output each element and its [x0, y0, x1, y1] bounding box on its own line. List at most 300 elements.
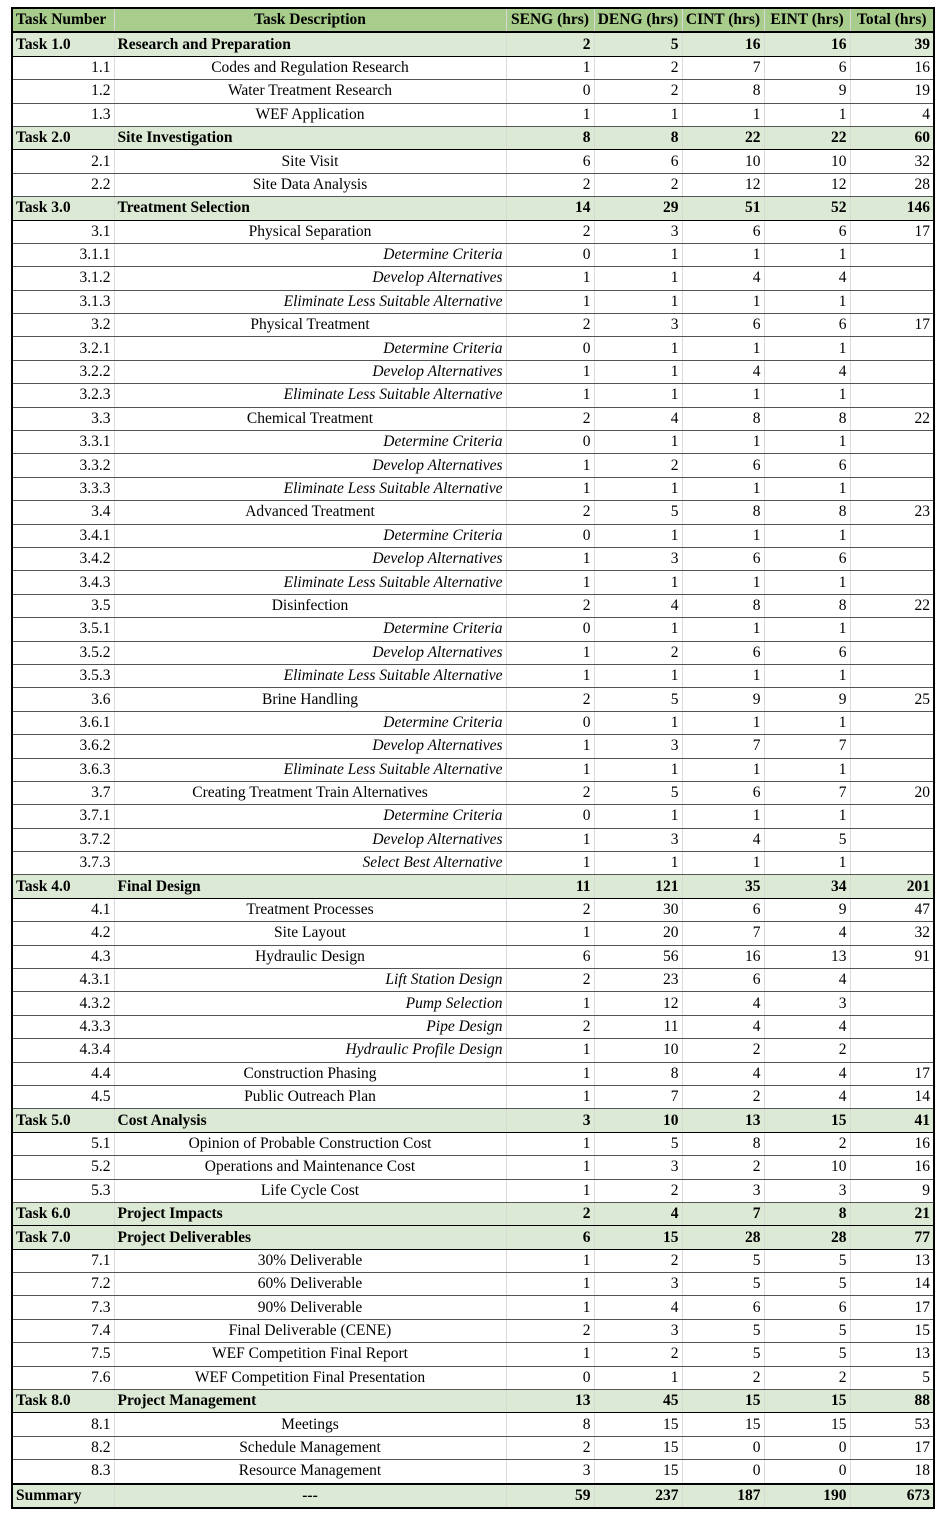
- cint-hours-cell: 7: [682, 735, 764, 758]
- deng-hours-cell: 15: [594, 1436, 682, 1459]
- cint-hours-cell: 16: [682, 32, 764, 56]
- seng-hours-cell: 6: [506, 1226, 594, 1249]
- task-description-cell: WEF Application: [114, 103, 506, 126]
- deng-hours-cell: 20: [594, 922, 682, 945]
- deng-hours-cell: 2: [594, 1179, 682, 1202]
- subtask-row: [12, 1460, 934, 1484]
- task-number-cell: 3.7: [12, 781, 114, 804]
- task-number-cell: 8.1: [12, 1413, 114, 1436]
- task-description-cell: Meetings: [114, 1413, 506, 1436]
- subtask-row: [12, 1319, 934, 1342]
- task-number-cell: 3.3: [12, 407, 114, 430]
- task-description-cell: 90% Deliverable: [114, 1296, 506, 1319]
- eint-hours-cell: 15: [764, 1109, 850, 1132]
- deng-hours-cell: 10: [594, 1039, 682, 1062]
- cint-hours-cell: 1: [682, 290, 764, 313]
- cint-hours-cell: 13: [682, 1109, 764, 1132]
- task-description-cell: Final Design: [114, 875, 506, 898]
- cint-hours-cell: 8: [682, 501, 764, 524]
- task-row: [12, 1202, 934, 1225]
- subtask-row: [12, 56, 934, 79]
- total-hours-cell: 53: [850, 1413, 934, 1436]
- task-number-cell: 7.6: [12, 1366, 114, 1389]
- seng-hours-cell: 2: [506, 501, 594, 524]
- total-hours-cell: [850, 805, 934, 828]
- sub-subtask-row: [12, 337, 934, 360]
- eint-hours-cell: 5: [764, 1319, 850, 1342]
- task-number-cell: 1.2: [12, 80, 114, 103]
- total-hours-cell: 5: [850, 1366, 934, 1389]
- seng-hours-cell: 2: [506, 688, 594, 711]
- deng-hours-cell: 1: [594, 524, 682, 547]
- cint-hours-cell: 1: [682, 852, 764, 875]
- eint-hours-cell: 1: [764, 431, 850, 454]
- eint-hours-cell: 4: [764, 1085, 850, 1108]
- task-number-cell: 3.3.3: [12, 477, 114, 500]
- task-number-cell: 3.6: [12, 688, 114, 711]
- seng-hours-cell: 1: [506, 1343, 594, 1366]
- total-hours-cell: 20: [850, 781, 934, 804]
- eint-hours-cell: 6: [764, 56, 850, 79]
- cint-hours-cell: 1: [682, 711, 764, 734]
- seng-hours-cell: 0: [506, 80, 594, 103]
- deng-hours-cell: 4: [594, 1296, 682, 1319]
- cint-hours-cell: 3: [682, 1179, 764, 1202]
- deng-hours-cell: 5: [594, 688, 682, 711]
- eint-hours-cell: 5: [764, 1343, 850, 1366]
- eint-hours-cell: 1: [764, 852, 850, 875]
- sub-subtask-row: [12, 267, 934, 290]
- total-hours-cell: [850, 852, 934, 875]
- deng-hours-cell: 3: [594, 314, 682, 337]
- seng-hours-cell: 2: [506, 173, 594, 196]
- task-number-cell: Task 1.0: [12, 32, 114, 56]
- seng-hours-cell: 59: [506, 1484, 594, 1508]
- task-description-cell: Hydraulic Design: [114, 945, 506, 968]
- total-hours-cell: [850, 641, 934, 664]
- eint-hours-cell: 7: [764, 735, 850, 758]
- deng-hours-cell: 3: [594, 1273, 682, 1296]
- task-number-cell: 3.4.3: [12, 571, 114, 594]
- sub-subtask-row: [12, 384, 934, 407]
- deng-hours-cell: 1: [594, 1366, 682, 1389]
- cint-hours-cell: 1: [682, 571, 764, 594]
- seng-hours-cell: 2: [506, 407, 594, 430]
- sub-subtask-row: [12, 290, 934, 313]
- eint-hours-cell: 6: [764, 454, 850, 477]
- task-description-cell: Determine Criteria: [114, 337, 506, 360]
- cint-hours-cell: 8: [682, 80, 764, 103]
- task-row: [12, 32, 934, 56]
- deng-hours-cell: 1: [594, 360, 682, 383]
- cint-hours-cell: 4: [682, 360, 764, 383]
- total-hours-cell: [850, 711, 934, 734]
- total-hours-cell: 146: [850, 197, 934, 220]
- task-description-cell: Eliminate Less Suitable Alternative: [114, 664, 506, 687]
- sub-subtask-row: [12, 758, 934, 781]
- total-hours-cell: 18: [850, 1460, 934, 1484]
- task-number-cell: Task 8.0: [12, 1390, 114, 1413]
- hours-table-container: [11, 7, 933, 1509]
- seng-hours-cell: 1: [506, 852, 594, 875]
- sub-subtask-row: [12, 571, 934, 594]
- eint-hours-cell: 1: [764, 524, 850, 547]
- sub-subtask-row: [12, 641, 934, 664]
- subtask-row: [12, 173, 934, 196]
- task-description-cell: Brine Handling: [114, 688, 506, 711]
- task-description-cell: Eliminate Less Suitable Alternative: [114, 571, 506, 594]
- total-hours-cell: [850, 243, 934, 266]
- header-task-description: Task Description: [114, 8, 506, 32]
- eint-hours-cell: 52: [764, 197, 850, 220]
- task-number-cell: 1.3: [12, 103, 114, 126]
- deng-hours-cell: 8: [594, 126, 682, 149]
- total-hours-cell: [850, 992, 934, 1015]
- eint-hours-cell: 13: [764, 945, 850, 968]
- total-hours-cell: [850, 431, 934, 454]
- seng-hours-cell: 2: [506, 594, 594, 617]
- seng-hours-cell: 1: [506, 641, 594, 664]
- task-number-cell: 3.3.1: [12, 431, 114, 454]
- task-description-cell: Treatment Selection: [114, 197, 506, 220]
- deng-hours-cell: 3: [594, 220, 682, 243]
- task-number-cell: 8.3: [12, 1460, 114, 1484]
- cint-hours-cell: 5: [682, 1249, 764, 1272]
- sub-subtask-row: [12, 618, 934, 641]
- task-number-cell: Task 6.0: [12, 1202, 114, 1225]
- task-description-cell: Opinion of Probable Construction Cost: [114, 1132, 506, 1155]
- task-number-cell: 3.3.2: [12, 454, 114, 477]
- task-number-cell: Task 2.0: [12, 126, 114, 149]
- seng-hours-cell: 1: [506, 267, 594, 290]
- total-hours-cell: [850, 524, 934, 547]
- deng-hours-cell: 2: [594, 454, 682, 477]
- task-description-cell: Codes and Regulation Research: [114, 56, 506, 79]
- deng-hours-cell: 1: [594, 384, 682, 407]
- seng-hours-cell: 0: [506, 524, 594, 547]
- seng-hours-cell: 0: [506, 618, 594, 641]
- seng-hours-cell: 1: [506, 454, 594, 477]
- eint-hours-cell: 8: [764, 594, 850, 617]
- deng-hours-cell: 3: [594, 735, 682, 758]
- cint-hours-cell: 35: [682, 875, 764, 898]
- deng-hours-cell: 1: [594, 618, 682, 641]
- task-description-cell: Develop Alternatives: [114, 828, 506, 851]
- total-hours-cell: 201: [850, 875, 934, 898]
- seng-hours-cell: 2: [506, 1202, 594, 1225]
- deng-hours-cell: 2: [594, 56, 682, 79]
- task-description-cell: WEF Competition Final Report: [114, 1343, 506, 1366]
- task-number-cell: Task 4.0: [12, 875, 114, 898]
- eint-hours-cell: 9: [764, 898, 850, 921]
- task-description-cell: Project Impacts: [114, 1202, 506, 1225]
- cint-hours-cell: 6: [682, 314, 764, 337]
- task-description-cell: Determine Criteria: [114, 524, 506, 547]
- seng-hours-cell: 1: [506, 56, 594, 79]
- task-number-cell: 3.1.2: [12, 267, 114, 290]
- total-hours-cell: [850, 454, 934, 477]
- task-row: [12, 1109, 934, 1132]
- cint-hours-cell: 4: [682, 267, 764, 290]
- task-description-cell: Treatment Processes: [114, 898, 506, 921]
- deng-hours-cell: 2: [594, 1343, 682, 1366]
- task-description-cell: Final Deliverable (CENE): [114, 1319, 506, 1342]
- deng-hours-cell: 2: [594, 641, 682, 664]
- deng-hours-cell: 3: [594, 828, 682, 851]
- eint-hours-cell: 5: [764, 828, 850, 851]
- seng-hours-cell: 1: [506, 103, 594, 126]
- eint-hours-cell: 6: [764, 547, 850, 570]
- task-description-cell: Resource Management: [114, 1460, 506, 1484]
- task-description-cell: Public Outreach Plan: [114, 1085, 506, 1108]
- total-hours-cell: 32: [850, 150, 934, 173]
- task-number-cell: 3.1.3: [12, 290, 114, 313]
- eint-hours-cell: 8: [764, 407, 850, 430]
- eint-hours-cell: 4: [764, 360, 850, 383]
- deng-hours-cell: 29: [594, 197, 682, 220]
- table-body: [12, 32, 934, 1508]
- subtask-row: [12, 1179, 934, 1202]
- deng-hours-cell: 4: [594, 594, 682, 617]
- task-number-cell: 3.5.1: [12, 618, 114, 641]
- task-number-cell: Task 5.0: [12, 1109, 114, 1132]
- task-description-cell: Eliminate Less Suitable Alternative: [114, 477, 506, 500]
- seng-hours-cell: 2: [506, 314, 594, 337]
- deng-hours-cell: 23: [594, 969, 682, 992]
- sub-subtask-row: [12, 547, 934, 570]
- seng-hours-cell: 13: [506, 1390, 594, 1413]
- deng-hours-cell: 2: [594, 1249, 682, 1272]
- subtask-row: [12, 501, 934, 524]
- seng-hours-cell: 2: [506, 32, 594, 56]
- eint-hours-cell: 9: [764, 80, 850, 103]
- total-hours-cell: 13: [850, 1249, 934, 1272]
- subtask-row: [12, 1249, 934, 1272]
- cint-hours-cell: 4: [682, 1062, 764, 1085]
- task-description-cell: Operations and Maintenance Cost: [114, 1156, 506, 1179]
- total-hours-cell: 91: [850, 945, 934, 968]
- task-number-cell: 3.2.2: [12, 360, 114, 383]
- task-description-cell: Cost Analysis: [114, 1109, 506, 1132]
- seng-hours-cell: 1: [506, 360, 594, 383]
- task-description-cell: Develop Alternatives: [114, 547, 506, 570]
- task-description-cell: Determine Criteria: [114, 805, 506, 828]
- deng-hours-cell: 1: [594, 337, 682, 360]
- task-number-cell: 7.1: [12, 1249, 114, 1272]
- cint-hours-cell: 0: [682, 1460, 764, 1484]
- task-description-cell: Determine Criteria: [114, 618, 506, 641]
- eint-hours-cell: 3: [764, 1179, 850, 1202]
- task-number-cell: 4.2: [12, 922, 114, 945]
- cint-hours-cell: 51: [682, 197, 764, 220]
- eint-hours-cell: 1: [764, 711, 850, 734]
- seng-hours-cell: 1: [506, 1273, 594, 1296]
- task-description-cell: Determine Criteria: [114, 711, 506, 734]
- cint-hours-cell: 7: [682, 1202, 764, 1225]
- total-hours-cell: 9: [850, 1179, 934, 1202]
- deng-hours-cell: 10: [594, 1109, 682, 1132]
- task-number-cell: 5.3: [12, 1179, 114, 1202]
- task-description-cell: Develop Alternatives: [114, 267, 506, 290]
- total-hours-cell: 15: [850, 1319, 934, 1342]
- subtask-row: [12, 1085, 934, 1108]
- task-description-cell: Water Treatment Research: [114, 80, 506, 103]
- total-hours-cell: 32: [850, 922, 934, 945]
- deng-hours-cell: 1: [594, 267, 682, 290]
- task-description-cell: 30% Deliverable: [114, 1249, 506, 1272]
- cint-hours-cell: 1: [682, 337, 764, 360]
- deng-hours-cell: 1: [594, 852, 682, 875]
- seng-hours-cell: 1: [506, 922, 594, 945]
- task-number-cell: 7.3: [12, 1296, 114, 1319]
- deng-hours-cell: 15: [594, 1226, 682, 1249]
- eint-hours-cell: 1: [764, 243, 850, 266]
- total-hours-cell: 88: [850, 1390, 934, 1413]
- cint-hours-cell: 1: [682, 384, 764, 407]
- subtask-row: [12, 781, 934, 804]
- total-hours-cell: [850, 1015, 934, 1038]
- total-hours-cell: 4: [850, 103, 934, 126]
- cint-hours-cell: 4: [682, 1015, 764, 1038]
- cint-hours-cell: 1: [682, 103, 764, 126]
- seng-hours-cell: 1: [506, 477, 594, 500]
- cint-hours-cell: 1: [682, 758, 764, 781]
- total-hours-cell: [850, 477, 934, 500]
- subtask-row: [12, 1156, 934, 1179]
- total-hours-cell: 14: [850, 1273, 934, 1296]
- seng-hours-cell: 2: [506, 1319, 594, 1342]
- total-hours-cell: [850, 267, 934, 290]
- sub-subtask-row: [12, 360, 934, 383]
- seng-hours-cell: 1: [506, 384, 594, 407]
- deng-hours-cell: 15: [594, 1460, 682, 1484]
- cint-hours-cell: 6: [682, 969, 764, 992]
- subtask-row: [12, 314, 934, 337]
- task-description-cell: Develop Alternatives: [114, 454, 506, 477]
- task-number-cell: 4.3.2: [12, 992, 114, 1015]
- eint-hours-cell: 6: [764, 641, 850, 664]
- eint-hours-cell: 1: [764, 618, 850, 641]
- task-description-cell: Life Cycle Cost: [114, 1179, 506, 1202]
- cint-hours-cell: 6: [682, 547, 764, 570]
- task-description-cell: Eliminate Less Suitable Alternative: [114, 758, 506, 781]
- eint-hours-cell: 2: [764, 1039, 850, 1062]
- deng-hours-cell: 5: [594, 781, 682, 804]
- total-hours-cell: [850, 290, 934, 313]
- sub-subtask-row: [12, 664, 934, 687]
- task-description-cell: Advanced Treatment: [114, 501, 506, 524]
- task-description-cell: Physical Separation: [114, 220, 506, 243]
- eint-hours-cell: 1: [764, 477, 850, 500]
- cint-hours-cell: 9: [682, 688, 764, 711]
- seng-hours-cell: 1: [506, 992, 594, 1015]
- task-description-cell: Construction Phasing: [114, 1062, 506, 1085]
- total-hours-cell: [850, 758, 934, 781]
- task-description-cell: Project Deliverables: [114, 1226, 506, 1249]
- deng-hours-cell: 1: [594, 758, 682, 781]
- task-row: [12, 1390, 934, 1413]
- task-description-cell: Schedule Management: [114, 1436, 506, 1459]
- deng-hours-cell: 7: [594, 1085, 682, 1108]
- task-number-cell: Task 3.0: [12, 197, 114, 220]
- eint-hours-cell: 2: [764, 1366, 850, 1389]
- eint-hours-cell: 1: [764, 103, 850, 126]
- seng-hours-cell: 1: [506, 1039, 594, 1062]
- cint-hours-cell: 5: [682, 1273, 764, 1296]
- eint-hours-cell: 10: [764, 1156, 850, 1179]
- deng-hours-cell: 30: [594, 898, 682, 921]
- subtask-row: [12, 1296, 934, 1319]
- eint-hours-cell: 1: [764, 664, 850, 687]
- sub-subtask-row: [12, 969, 934, 992]
- seng-hours-cell: 1: [506, 828, 594, 851]
- cint-hours-cell: 1: [682, 664, 764, 687]
- cint-hours-cell: 1: [682, 805, 764, 828]
- seng-hours-cell: 2: [506, 898, 594, 921]
- cint-hours-cell: 1: [682, 618, 764, 641]
- total-hours-cell: [850, 337, 934, 360]
- eint-hours-cell: 1: [764, 384, 850, 407]
- task-description-cell: Lift Station Design: [114, 969, 506, 992]
- deng-hours-cell: 45: [594, 1390, 682, 1413]
- cint-hours-cell: 15: [682, 1390, 764, 1413]
- deng-hours-cell: 1: [594, 103, 682, 126]
- seng-hours-cell: 11: [506, 875, 594, 898]
- task-description-cell: WEF Competition Final Presentation: [114, 1366, 506, 1389]
- eint-hours-cell: 15: [764, 1413, 850, 1436]
- total-hours-cell: 14: [850, 1085, 934, 1108]
- total-hours-cell: [850, 735, 934, 758]
- task-description-cell: Physical Treatment: [114, 314, 506, 337]
- total-hours-cell: [850, 571, 934, 594]
- total-hours-cell: 77: [850, 1226, 934, 1249]
- seng-hours-cell: 1: [506, 664, 594, 687]
- task-number-cell: 2.1: [12, 150, 114, 173]
- header-deng: DENG (hrs): [594, 8, 682, 32]
- eint-hours-cell: 5: [764, 1273, 850, 1296]
- task-description-cell: Hydraulic Profile Design: [114, 1039, 506, 1062]
- task-description-cell: Eliminate Less Suitable Alternative: [114, 384, 506, 407]
- sub-subtask-row: [12, 735, 934, 758]
- cint-hours-cell: 6: [682, 641, 764, 664]
- eint-hours-cell: 190: [764, 1484, 850, 1508]
- task-description-cell: Chemical Treatment: [114, 407, 506, 430]
- deng-hours-cell: 2: [594, 80, 682, 103]
- subtask-row: [12, 1132, 934, 1155]
- seng-hours-cell: 1: [506, 1132, 594, 1155]
- cint-hours-cell: 12: [682, 173, 764, 196]
- eint-hours-cell: 8: [764, 1202, 850, 1225]
- task-description-cell: Project Management: [114, 1390, 506, 1413]
- seng-hours-cell: 8: [506, 1413, 594, 1436]
- task-number-cell: 3.4.2: [12, 547, 114, 570]
- subtask-row: [12, 1343, 934, 1366]
- eint-hours-cell: 3: [764, 992, 850, 1015]
- total-hours-cell: 60: [850, 126, 934, 149]
- seng-hours-cell: 1: [506, 290, 594, 313]
- seng-hours-cell: 1: [506, 1179, 594, 1202]
- seng-hours-cell: 0: [506, 243, 594, 266]
- task-row: [12, 1226, 934, 1249]
- deng-hours-cell: 3: [594, 1156, 682, 1179]
- header-total: Total (hrs): [850, 8, 934, 32]
- total-hours-cell: 17: [850, 1062, 934, 1085]
- task-description-cell: Develop Alternatives: [114, 735, 506, 758]
- eint-hours-cell: 6: [764, 220, 850, 243]
- task-number-cell: 4.3.1: [12, 969, 114, 992]
- cint-hours-cell: 7: [682, 56, 764, 79]
- subtask-row: [12, 922, 934, 945]
